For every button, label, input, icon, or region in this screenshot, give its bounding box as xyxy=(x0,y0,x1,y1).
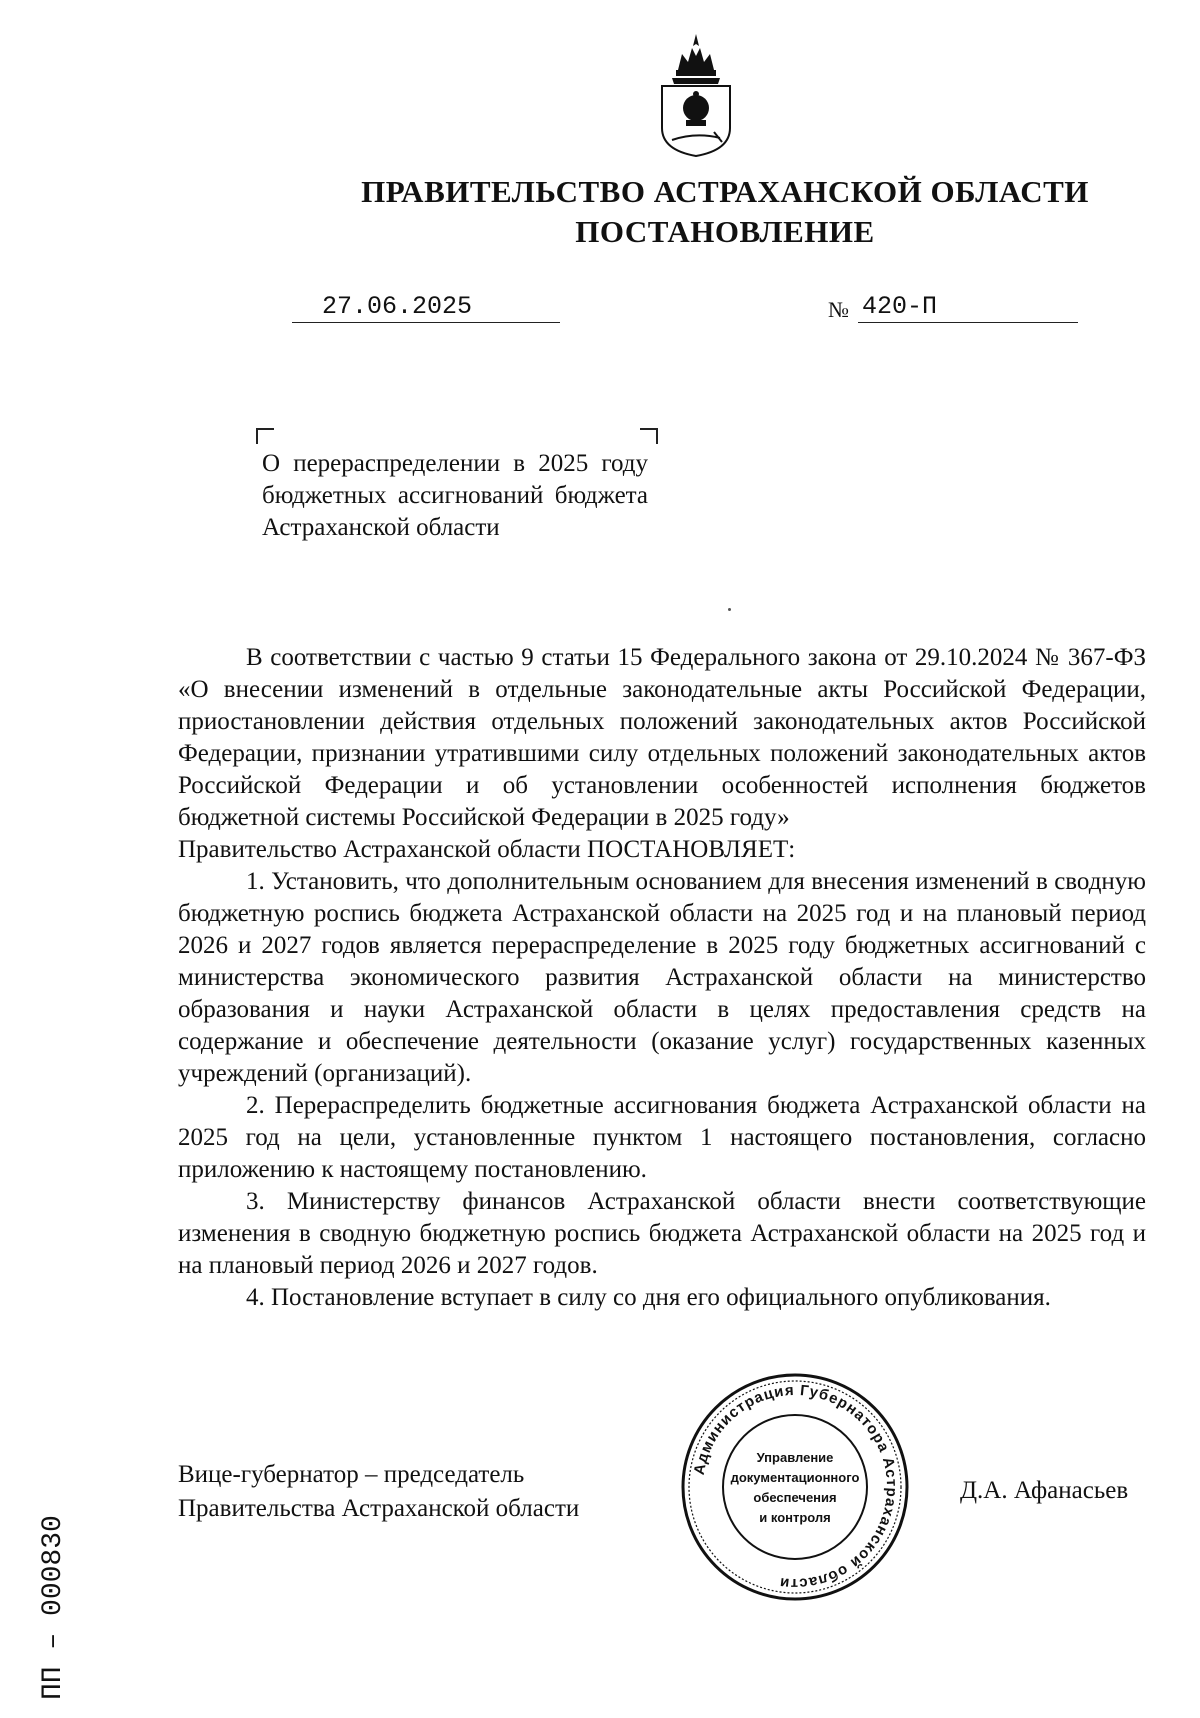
subject-corner-right xyxy=(640,428,658,444)
document-subject: О перераспределении в 2025 году бюджетных ассигнований бюджета Астраханской области xyxy=(262,450,648,541)
coat-of-arms-emblem xyxy=(648,32,744,160)
registration-code-text: ПП – 000830 xyxy=(38,1515,69,1700)
item-paragraph: 1. Установить, что дополнительным основанием для внесения изменений в сводную бюджетную роспись бюджета Астраханской области на 2025 год и на плановый период 2026 и 2027 годов является перераспределение в 2025 году бюджетных ассигнований с министерства экономического развития Астраханской области на министерство образования и науки Астраханской области в целях предоставления средств на содержание и обеспечение деятельности (оказание услуг) государственных казенных учреждений (организаций). xyxy=(178,868,1146,1087)
resolves-line: Правительство Астраханской области ПОСТАНОВЛЯЕТ: xyxy=(178,836,796,863)
stamp-center-line: и контроля xyxy=(759,1510,831,1525)
item-paragraph: 4. Постановление вступает в силу со дня его официального опубликования. xyxy=(246,1284,1051,1311)
stamp-center-line: Управление xyxy=(756,1450,834,1465)
registration-code xyxy=(30,1380,70,1700)
signatory-title-line: Правительства Астраханской области xyxy=(178,1495,580,1522)
document-header xyxy=(0,172,1200,252)
stamp-ring-text: Администрация Губернатора Астраханской области xyxy=(690,1381,901,1593)
document-date: 27.06.2025 xyxy=(292,292,560,323)
stamp-center-line: документационного xyxy=(730,1470,860,1485)
signatory-name: Д.А. Афанасьев xyxy=(960,1477,1129,1504)
document-type: ПОСТАНОВЛЕНИЕ xyxy=(575,214,875,249)
preamble-paragraph: В соответствии с частью 9 статьи 15 Федерального закона от 29.10.2024 № 367-ФЗ «О внесении изменений в отдельные законодательные акты Российской Федерации, приостановлении действия отдельных положений законодательных актов Российской Федерации, признании утратившими силу отдельных положений законодательных актов Российской Федерации и об установлении особенностей исполнения бюджетов бюджетной системы Российской Федерации в 2025 году» xyxy=(178,644,1146,831)
signatory-title-line: Вице-губернатор – председатель xyxy=(178,1461,525,1488)
document-body xyxy=(178,642,1146,1314)
document-number: 420-П xyxy=(858,292,1078,323)
stamp-center-line: обеспечения xyxy=(753,1490,837,1505)
number-sign: № xyxy=(828,297,849,322)
government-name: ПРАВИТЕЛЬСТВО АСТРАХАНСКОЙ ОБЛАСТИ xyxy=(361,174,1089,209)
item-paragraph: 3. Министерству финансов Астраханской области внести соответствующие изменения в сводную бюджетную роспись бюджета Астраханской области на 2025 год и на плановый период 2026 и 2027 годов. xyxy=(178,1188,1146,1279)
official-seal-stamp xyxy=(678,1370,912,1604)
signatory-title xyxy=(178,1458,579,1526)
item-paragraph: 2. Перераспределить бюджетные ассигнования бюджета Астраханской области на 2025 год на цели, установленные пунктом 1 настоящего постановления, согласно приложению к настоящему постановлению. xyxy=(178,1092,1146,1183)
scan-speck xyxy=(728,608,731,611)
subject-corner-left xyxy=(256,428,274,444)
